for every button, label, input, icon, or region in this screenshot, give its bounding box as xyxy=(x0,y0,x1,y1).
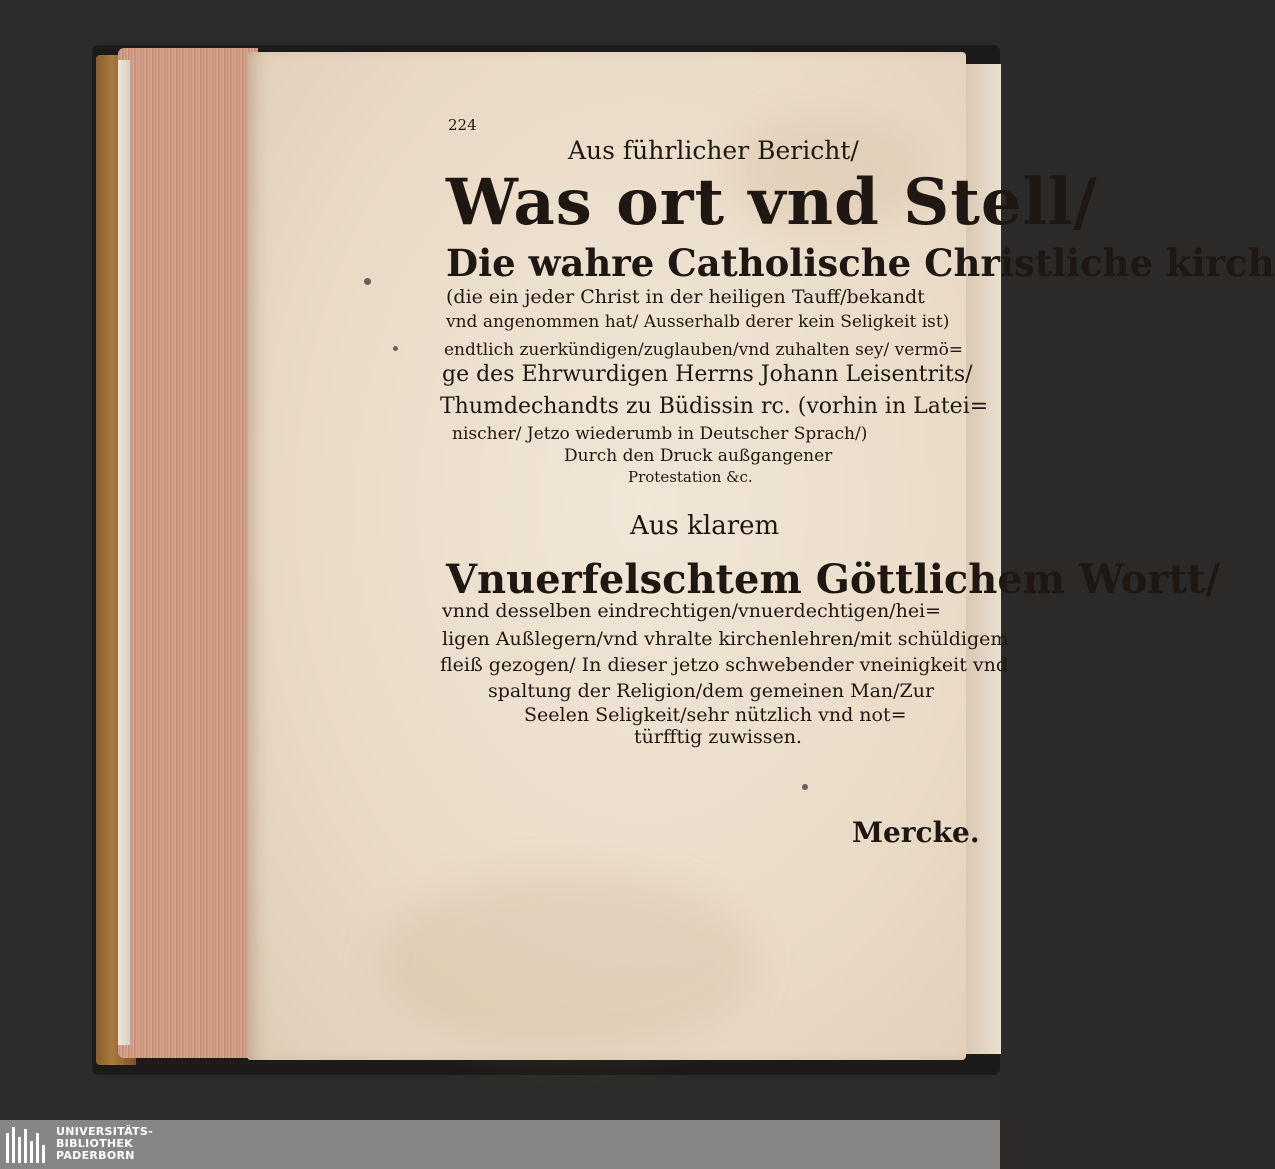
library-logo-icon xyxy=(6,1127,46,1163)
subheading-gottlichem-wortt: Vnuerfelschtem Göttlichem Wortt/ xyxy=(446,556,1221,603)
catchword: Mercke. xyxy=(852,816,980,849)
page-mark xyxy=(364,278,371,285)
text-line: Durch den Druck außgangener xyxy=(564,446,833,466)
page-edge-white xyxy=(118,60,130,1045)
page-number: 224 xyxy=(448,116,477,134)
heading-line-2: Was ort vnd Stell/ xyxy=(446,165,1098,240)
library-name xyxy=(56,1126,153,1162)
text-line: vnd angenommen hat/ Ausserhalb derer kein Seligkeit ist) xyxy=(446,312,950,332)
body-line: Seelen Seligkeit/sehr nützlich vnd not= xyxy=(524,704,907,726)
text-line: ge des Ehrwurdigen Herrns Johann Leisentrits/ xyxy=(442,362,973,387)
library-name-line: UNIVERSITÄTS- xyxy=(56,1125,153,1138)
body-line: türfftig zuwissen. xyxy=(634,726,802,748)
body-line: vnnd desselben eindrechtigen/vnuerdechtigen/hei= xyxy=(442,600,942,622)
text-line: (die ein jeder Christ in der heiligen Tauff/bekandt xyxy=(446,286,925,308)
page-mark xyxy=(802,784,808,790)
text-line: Thumdechandts zu Büdissin rc. (vorhin in Latei= xyxy=(440,394,989,419)
subheading-aus-klarem: Aus klarem xyxy=(630,511,780,541)
body-line: spaltung der Religion/dem gemeinen Man/Zur xyxy=(488,680,935,702)
heading-line-3: Die wahre Catholische Christliche kirch xyxy=(446,241,1275,285)
page-mark xyxy=(393,346,398,351)
text-line: nischer/ Jetzo wiederumb in Deutscher Sprach/) xyxy=(452,424,868,444)
library-name-line: PADERBORN xyxy=(56,1149,135,1162)
body-line: ligen Außlegern/vnd vhralte kirchenlehren/mit schüldigem xyxy=(442,628,1009,650)
page-edges xyxy=(118,48,258,1058)
page-stain xyxy=(378,872,758,1052)
protestation-line: Protestation &c. xyxy=(628,468,753,486)
heading-line-1: Aus führlicher Bericht/ xyxy=(568,136,859,165)
text-line: endtlich zuerkündigen/zuglauben/vnd zuhalten sey/ vermö= xyxy=(444,340,964,360)
footer-bar xyxy=(0,1120,1000,1169)
library-name-line: BIBLIOTHEK xyxy=(56,1137,134,1150)
body-line: fleiß gezogen/ In dieser jetzo schwebender vneinigkeit vnd xyxy=(440,654,1009,676)
